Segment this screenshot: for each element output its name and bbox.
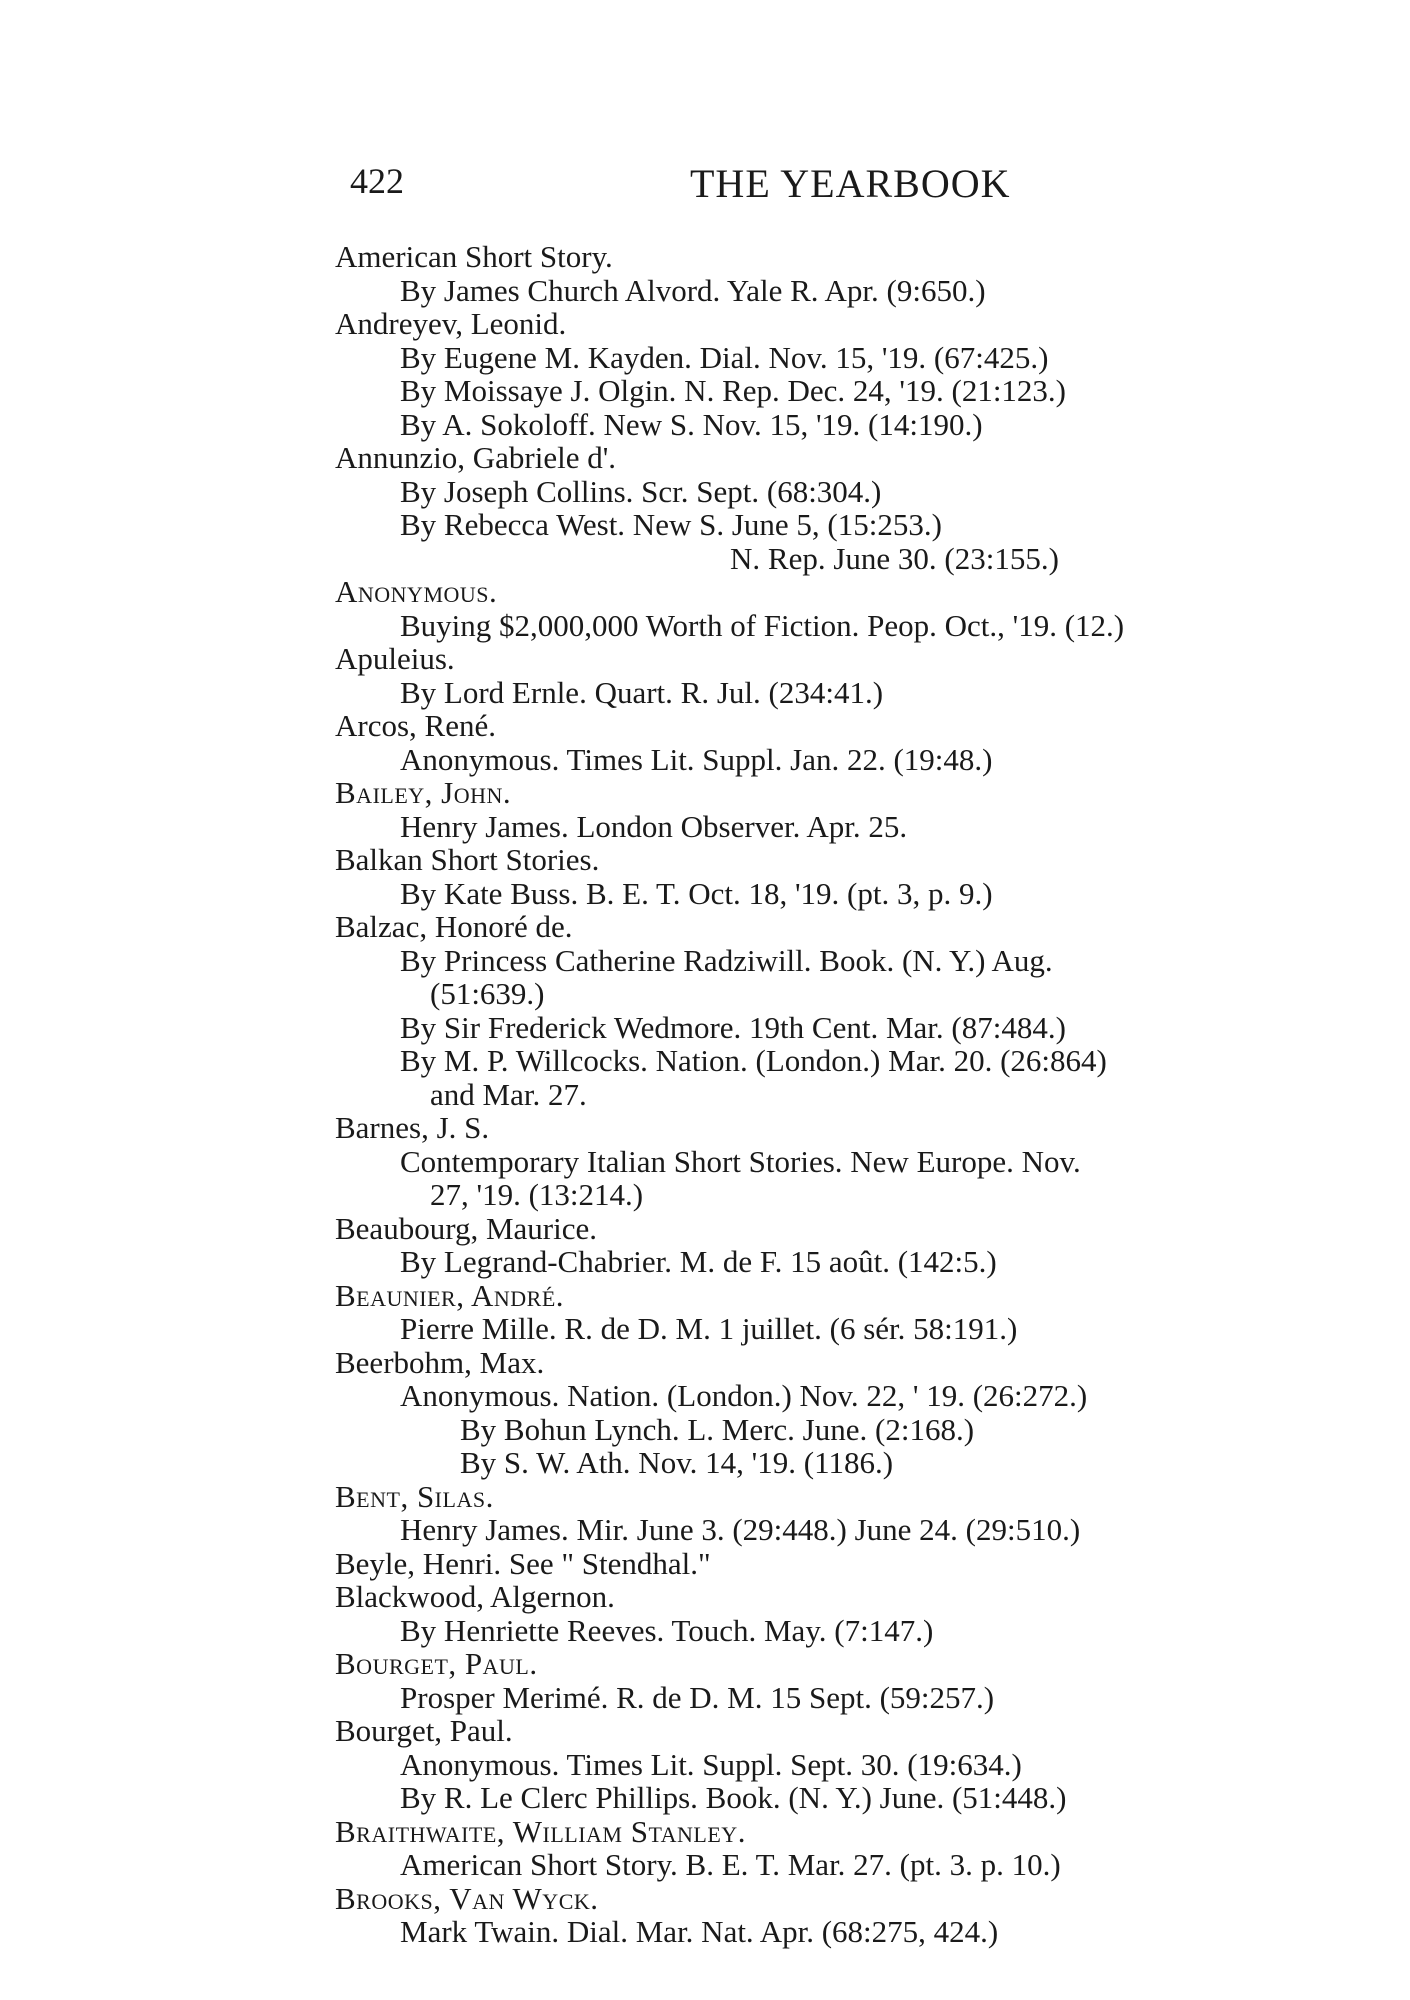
entry-heading: Balzac, Honoré de. [335, 909, 573, 944]
entry-citation: (51:639.) [430, 976, 545, 1011]
entry-heading: Beaunier, André. [335, 1277, 565, 1313]
entry-heading: Beaubourg, Maurice. [335, 1210, 597, 1246]
entry-citation: By Henriette Reeves. Touch. May. (7:147.) [400, 1612, 934, 1648]
running-title: THE YEARBOOK [690, 161, 1011, 206]
entry-citation: By Kate Buss. B. E. T. Oct. 18, '19. (pt. 3, p. 9.) [400, 875, 993, 911]
entry-citation: By S. W. Ath. Nov. 14, '19. (1186.) [460, 1445, 894, 1480]
entry-heading: Barnes, J. S. [335, 1110, 490, 1145]
entry-citation: and Mar. 27. [430, 1076, 587, 1112]
bibliography-entries [335, 240, 1370, 1949]
page-number: 422 [350, 161, 404, 201]
entry-citation: By Rebecca West. New S. June 5, (15:253.) [400, 507, 942, 542]
entry-heading: Arcos, René. [335, 708, 496, 743]
entry-citation: Henry James. London Observer. Apr. 25. [400, 808, 908, 844]
entry-heading: Apuleius. [335, 641, 455, 676]
entry-citation: By Princess Catherine Radziwill. Book. (N. Y.) Aug. [400, 942, 1053, 978]
entry-heading: Beyle, Henri. See " Stendhal." [335, 1545, 711, 1581]
entry-heading: Braithwaite, William Stanley. [335, 1813, 746, 1849]
entry-citation: By Sir Frederick Wedmore. 19th Cent. Mar. (87:484.) [400, 1009, 1066, 1045]
entry-citation: By A. Sokoloff. New S. Nov. 15, '19. (14:190.) [400, 406, 983, 442]
entry-citation: Anonymous. Nation. (London.) Nov. 22, ' 19. (26:272.) [400, 1378, 1088, 1413]
entry-heading: Bourget, Paul. [335, 1713, 513, 1748]
entry-citation: Contemporary Italian Short Stories. New Europe. Nov. [400, 1143, 1081, 1179]
entry-citation: By Lord Ernle. Quart. R. Jul. (234:41.) [400, 674, 884, 710]
entry-citation: Prosper Merimé. R. de D. M. 15 Sept. (59:257.) [400, 1679, 995, 1715]
entry-citation: Anonymous. Times Lit. Suppl. Sept. 30. (19:634.) [400, 1746, 1022, 1782]
entry-heading: Brooks, Van Wyck. [335, 1880, 599, 1916]
entry-heading: American Short Story. [335, 239, 613, 274]
entry-citation: By Joseph Collins. Scr. Sept. (68:304.) [400, 473, 882, 509]
entry-citation: By Legrand-Chabrier. M. de F. 15 août. (142:5.) [400, 1244, 997, 1279]
entry-heading: Anonymous. [335, 574, 498, 609]
entry-heading: Beerbohm, Max. [335, 1344, 545, 1380]
entry-citation: 27, '19. (13:214.) [430, 1177, 644, 1212]
entry-heading: Bent, Silas. [335, 1478, 494, 1514]
entry-heading: Annunzio, Gabriele d'. [335, 440, 617, 475]
entry-citation: Mark Twain. Dial. Mar. Nat. Apr. (68:275, 424.) [400, 1914, 999, 1949]
entry-heading: Balkan Short Stories. [335, 842, 600, 877]
entry-citation: N. Rep. June 30. (23:155.) [730, 540, 1059, 576]
entry-citation: By Moissaye J. Olgin. N. Rep. Dec. 24, '19. (21:123.) [400, 373, 1067, 408]
entry-citation: By Bohun Lynch. L. Merc. June. (2:168.) [460, 1411, 975, 1447]
entry-citation: By James Church Alvord. Yale R. Apr. (9:650.) [400, 272, 986, 308]
entry-heading: Bourget, Paul. [335, 1646, 538, 1681]
entry-citation: By M. P. Willcocks. Nation. (London.) Mar. 20. (26:864) [400, 1043, 1107, 1078]
entry-heading: Andreyev, Leonid. [335, 306, 567, 341]
entry-citation: Buying $2,000,000 Worth of Fiction. Peop. Oct., '19. (12.) [400, 607, 1125, 643]
entry-citation: Pierre Mille. R. de D. M. 1 juillet. (6 sér. 58:191.) [400, 1311, 1018, 1346]
entry-citation: American Short Story. B. E. T. Mar. 27. (pt. 3. p. 10.) [400, 1847, 1061, 1882]
entry-heading: Bailey, John. [335, 775, 512, 810]
entry-citation: Anonymous. Times Lit. Suppl. Jan. 22. (19:48.) [400, 741, 993, 777]
entry-citation: Henry James. Mir. June 3. (29:448.) June 24. (29:510.) [400, 1512, 1081, 1547]
entry-citation: By Eugene M. Kayden. Dial. Nov. 15, '19. (67:425.) [400, 339, 1049, 375]
entry-heading: Blackwood, Algernon. [335, 1579, 615, 1614]
entry-citation: By R. Le Clerc Phillips. Book. (N. Y.) June. (51:448.) [400, 1780, 1067, 1815]
